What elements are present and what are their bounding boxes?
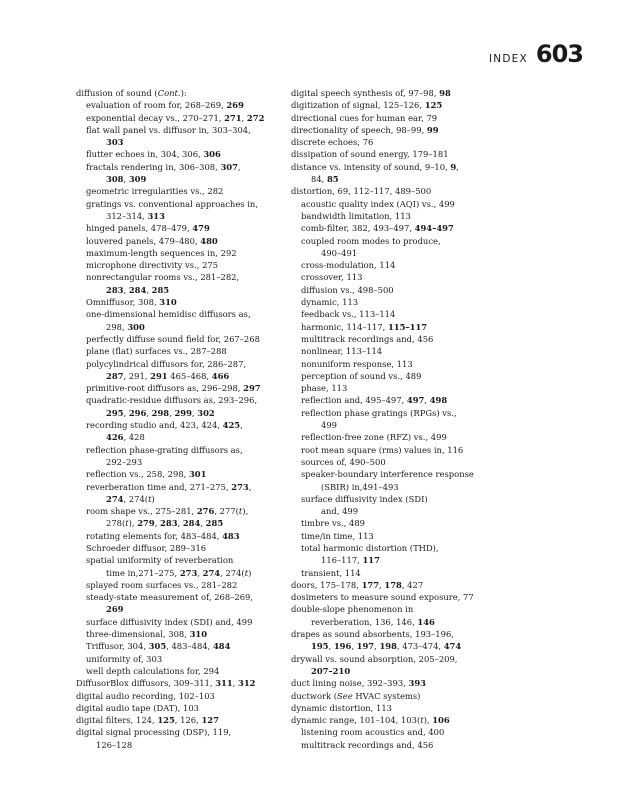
entry-continuation: 292–293 [106,456,143,467]
entry-text: feedback vs., 113–114 [301,309,396,320]
index-subentry [291,271,523,283]
index-entry [291,99,523,111]
index-subentry [291,198,523,210]
entry-text: directionality of speech, 98–99, 99 [291,124,439,135]
entry-text: duct lining noise, 392–393, 393 [291,678,426,689]
index-subentry [76,308,288,333]
entry-continuation: 84, 85 [311,174,339,185]
entry-text: multitrack recordings and, 456 [301,333,434,344]
index-entry [291,124,523,136]
index-entry [291,603,523,628]
index-subentry [291,407,523,432]
header-label: INDEX [489,53,528,65]
index-subentry [291,456,523,468]
index-subentry [76,124,288,149]
entry-text: dosimeters to measure sound exposure, 77 [291,592,474,603]
index-subentry [291,517,523,529]
index-subentry [76,481,288,506]
entry-text: double-slope phenomenon in [291,604,414,615]
index-entry [291,579,523,591]
entry-text: geometric irregularities vs., 282 [86,186,224,197]
index-entry [291,591,523,603]
index-column-left [76,87,288,751]
entry-text: maximum-length sequences in, 292 [86,247,237,258]
index-subentry [76,542,288,554]
index-subentry [76,247,288,259]
index-subentry [291,542,523,567]
page-number: 603 [535,40,583,68]
entry-text: reflection phase gratings (RPGs) vs., [301,407,457,418]
index-subentry [76,235,288,247]
entry-continuation: time in,271–275, 273, 274, 274(t) [106,567,252,578]
entry-text: reflection vs., 258, 298, 301 [86,469,207,480]
entry-text: flat wall panel vs. diffusor in, 303–304, [86,124,251,135]
entry-continuation: 303 [106,137,124,148]
entry-text: comb-filter, 382, 493–497, 494–497 [301,223,454,234]
entry-text: digital audio recording, 102–103 [76,690,215,701]
entry-text: harmonic, 114–117, 115–117 [301,321,428,332]
index-subentry [291,321,523,333]
index-subentry [291,333,523,345]
entry-continuation: 426, 428 [106,432,145,443]
index-subentry [291,345,523,357]
entry-text: nonlinear, 113–114 [301,346,383,357]
index-entry [291,653,523,678]
entry-text: listening room acoustics and, 400 [301,727,445,738]
index-subentry [291,468,523,493]
index-subentry [76,653,288,665]
entry-continuation: and, 499 [321,506,359,517]
index-entry [76,714,288,726]
entry-continuation: 287, 291, 291 465–468, 466 [106,370,230,381]
entry-text: dynamic range, 101–104, 103(t), 106 [291,715,450,726]
index-subentry [76,640,288,652]
index-subentry [76,259,288,271]
entry-text: speaker-boundary interference response [301,469,474,480]
entry-text: spatial uniformity of reverberation [86,555,234,566]
entry-text: distance vs. intensity of sound, 9–10, 9, [291,161,459,172]
index-subentry [291,259,523,271]
entry-text: reverberation time and, 271–275, 273, [86,481,252,492]
entry-continuation: 116–117, 117 [321,555,380,566]
entry-text: perfectly diffuse sound field for, 267–268 [86,333,260,344]
index-entry [291,628,523,653]
index-subentry [76,99,288,111]
index-subentry [76,419,288,444]
entry-text: rotating elements for, 483–484, 483 [86,530,240,541]
index-subentry [291,530,523,542]
entry-text: surface diffusivity index (SDI) and, 499 [86,616,253,627]
entry-text: well depth calculations for, 294 [86,665,220,676]
entry-continuation: 126–128 [96,739,133,750]
index-subentry [76,161,288,186]
index-subentry [291,739,523,751]
entry-continuation: 312–314, 313 [106,210,165,221]
index-subentry [76,444,288,469]
entry-continuation: (SBIR) in,491–493 [321,481,399,492]
index-subentry [291,358,523,370]
index-entry [291,185,523,197]
index-entry [291,677,523,689]
index-entry [291,112,523,124]
index-entry [291,690,523,702]
index-subentry [76,296,288,308]
index-entry [291,702,523,714]
index-subentry [291,382,523,394]
entry-text: recording studio and, 423, 424, 425, [86,420,243,431]
index-subentry [291,296,523,308]
entry-text: Schroeder diffusor, 289–316 [86,542,207,553]
index-subentry [291,308,523,320]
index-subentry [76,112,288,124]
entry-text: primitive-root diffusors as, 296–298, 297 [86,383,261,394]
index-entry [291,161,523,186]
entry-text: louvered panels, 479–480, 480 [86,235,218,246]
index-subentry [291,394,523,406]
entry-text: directional cues for human ear, 79 [291,112,438,123]
entry-continuation: 278(t), 279, 283, 284, 285 [106,518,224,529]
entry-text: dynamic, 113 [301,297,359,308]
entry-text: nonuniform response, 113 [301,358,413,369]
index-subentry [291,444,523,456]
index-entry [291,148,523,160]
entry-text: drapes as sound absorbents, 193–196, [291,629,454,640]
entry-text: ductwork (See HVAC systems) [291,690,421,701]
entry-text: gratings vs. conventional approaches in, [86,198,258,209]
entry-text: evaluation of room for, 268–269, 269 [86,100,244,111]
index-entry [291,714,523,726]
index-subentry [291,370,523,382]
index-subentry [291,567,523,579]
index-column-right [291,87,523,751]
index-subentry [76,665,288,677]
entry-text: drywall vs. sound absorption, 205–209, [291,653,458,664]
entry-text: steady-state measurement of, 268–269, [86,592,254,603]
entry-text: digital filters, 124, 125, 126, 127 [76,715,219,726]
entry-continuation: 308, 309 [106,174,147,185]
index-entry [291,136,523,148]
entry-text: phase, 113 [301,383,348,394]
entry-text: nonrectangular rooms vs., 281–282, [86,272,240,283]
entry-text: dissipation of sound energy, 179–181 [291,149,449,160]
index-subentry [76,222,288,234]
index-subentry [76,185,288,197]
entry-text: uniformity of, 303 [86,653,163,664]
entry-text: multitrack recordings and, 456 [301,739,434,750]
entry-text: reflection-free zone (RFZ) vs., 499 [301,432,447,443]
entry-text: transient, 114 [301,567,361,578]
index-subentry [291,431,523,443]
entry-text: timbre vs., 489 [301,518,365,529]
entry-text: reflection and, 495–497, 497, 498 [301,395,448,406]
entry-text: Triffusor, 304, 305, 483–484, 484 [86,641,231,652]
running-header [489,40,583,68]
entry-text: distortion, 69, 112–117, 489–500 [291,186,432,197]
entry-text: diffusion vs., 498–500 [301,284,394,295]
entry-text: exponential decay vs., 270–271, 271, 272 [86,112,265,123]
index-subentry [76,382,288,394]
entry-text: DiffusorBlox diffusors, 309–311, 311, 312 [76,678,256,689]
index-subentry [76,628,288,640]
entry-text: fractals rendering in, 306–308, 307, [86,161,241,172]
index-subentry [291,493,523,518]
entry-text: flutter echoes in, 304, 306, 306 [86,149,221,160]
entry-text: digitization of signal, 125–126, 125 [291,100,443,111]
index-subentry [76,591,288,616]
index-subentry [291,222,523,234]
entry-text: microphone directivity vs., 275 [86,260,219,271]
entry-continuation: 298, 300 [106,321,145,332]
index-subentry [76,394,288,419]
index-subentry [76,616,288,628]
entry-text: total harmonic distortion (THD), [301,542,439,553]
entry-text: cross-modulation, 114 [301,260,396,271]
entry-text: surface diffusivity index (SDI) [301,493,428,504]
entry-text: digital signal processing (DSP), 119, [76,727,232,738]
index-subentry [76,345,288,357]
entry-continuation: 283, 284, 285 [106,284,170,295]
entry-text: diffusion of sound (Cont.): [76,88,187,98]
entry-text: discrete echoes, 76 [291,137,374,148]
entry-text: room shape vs., 275–281, 276, 277(t), [86,506,249,517]
index-subentry [76,530,288,542]
entry-text: digital audio tape (DAT), 103 [76,702,199,713]
entry-text: acoustic quality index (AQI) vs., 499 [301,198,455,209]
entry-text: coupled room modes to produce, [301,235,441,246]
index-subentry [76,554,288,579]
index-entry [76,690,288,702]
entry-text: quadratic-residue diffusors as, 293–296, [86,395,258,406]
entry-text: perception of sound vs., 489 [301,370,422,381]
entry-text: reflection phase-grating diffusors as, [86,444,243,455]
index-subentry [76,579,288,591]
entry-text: Omniffusor, 308, 310 [86,297,177,308]
entry-continuation: 269 [106,604,124,615]
entry-continuation: 499 [321,420,337,431]
entry-text: doors, 175–178, 177, 178, 427 [291,579,424,590]
entry-text: sources of, 490–500 [301,456,386,467]
entry-text: root mean square (rms) values in, 116 [301,444,464,455]
entry-text: one-dimensional hemidisc diffusors as, [86,309,251,320]
entry-text: digital speech synthesis of, 97–98, 98 [291,88,451,98]
entry-text: time/in time, 113 [301,530,374,541]
entry-continuation: 295, 296, 298, 299, 302 [106,407,215,418]
index-subentry [76,358,288,383]
entry-continuation: 207–210 [311,665,351,676]
index-subentry [291,235,523,260]
index-subentry [76,198,288,223]
entry-continuation: 490–491 [321,247,358,258]
index-subentry [76,505,288,530]
entry-text: bandwidth limitation, 113 [301,210,411,221]
index-subentry [76,333,288,345]
index-entry [76,702,288,714]
index-subentry [76,468,288,480]
index-entry [76,726,288,751]
entry-text: crossover, 113 [301,272,363,283]
entry-text: three-dimensional, 308, 310 [86,629,208,640]
entry-text: hinged panels, 478–479, 479 [86,223,210,234]
index-entry [291,87,523,99]
entry-continuation: 195, 196, 197, 198, 473–474, 474 [311,641,462,652]
entry-text: polycylindrical diffusors for, 286–287, [86,358,247,369]
entry-text: dynamic distortion, 113 [291,702,392,713]
index-entry [76,87,288,99]
entry-continuation: 274, 274(t) [106,493,155,504]
index-entry [76,677,288,689]
index-subentry [291,726,523,738]
index-subentry [76,271,288,296]
index-subentry [76,148,288,160]
index-subentry [291,284,523,296]
entry-text: plane (flat) surfaces vs., 287–288 [86,346,227,357]
index-subentry [291,210,523,222]
entry-continuation: reverberation, 136, 146, 146 [311,616,435,627]
entry-text: splayed room surfaces vs., 281–282 [86,579,238,590]
